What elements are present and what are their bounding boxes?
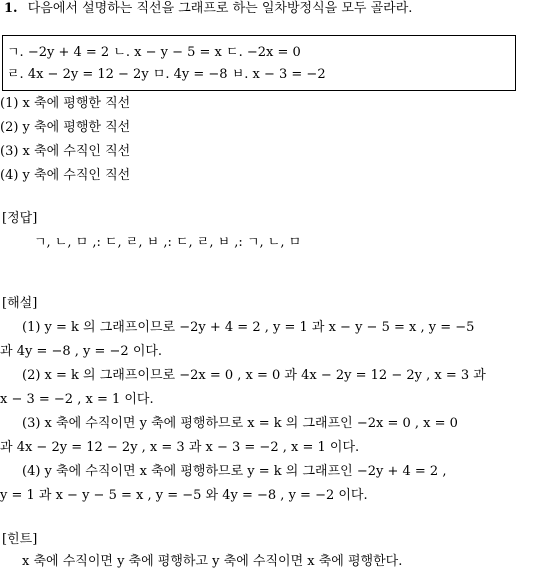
answer-text: ㄱ, ㄴ, ㅁ ,: ㄷ, ㄹ, ㅂ ,: ㄷ, ㄹ, ㅂ ,: ㄱ, ㄴ, ㅁ	[34, 235, 302, 250]
choices-row-1: ㄱ. −2y + 4 = 2 ㄴ. x − y − 5 = x ㄷ. −2x = 0	[7, 45, 301, 60]
question-number: 1.	[4, 1, 18, 16]
explanation-label: [해설]	[2, 296, 38, 311]
question-line	[4, 0, 412, 18]
choices-row-2: ㄹ. 4x − 2y = 12 − 2y ㅁ. 4y = −8 ㅂ. x − 3 = −2	[7, 67, 326, 82]
choices-box	[2, 35, 516, 91]
sub-question-4: (4) y 축에 수직인 직선	[0, 168, 131, 183]
explanation-line: (4) y 축에 수직이면 x 축에 평행하므로 y = k 의 그래프인 −2y + 4 = 2 ,	[22, 464, 447, 479]
explanation-line: (3) x 축에 수직이면 y 축에 평행하므로 x = k 의 그래프인 −2x = 0 , x = 0	[22, 416, 458, 431]
question-text: 다음에서 설명하는 직선을 그래프로 하는 일차방정식을 모두 골라라.	[27, 1, 413, 16]
hint-label: [힌트]	[2, 532, 38, 547]
explanation-line: 과 4x − 2y = 12 − 2y , x = 3 과 x − 3 = −2 , x = 1 이다.	[0, 440, 360, 455]
explanation-line: 과 4y = −8 , y = −2 이다.	[0, 344, 163, 359]
explanation-line: (1) y = k 의 그래프이므로 −2y + 4 = 2 , y = 1 과 x − y − 5 = x , y = −5	[22, 320, 475, 335]
explanation-line: (2) x = k 의 그래프이므로 −2x = 0 , x = 0 과 4x − 2y = 12 − 2y , x = 3 과	[22, 368, 486, 383]
explanation-line: y = 1 과 x − y − 5 = x , y = −5 와 4y = −8 , y = −2 이다.	[0, 488, 368, 503]
sub-question-1: (1) x 축에 평행한 직선	[0, 96, 131, 111]
sub-question-3: (3) x 축에 수직인 직선	[0, 144, 131, 159]
hint-text: x 축에 수직이면 y 축에 평행하고 y 축에 수직이면 x 축에 평행한다.	[22, 554, 403, 569]
explanation-line: x − 3 = −2 , x = 1 이다.	[0, 392, 154, 407]
answer-label: [정답]	[2, 211, 38, 226]
sub-question-2: (2) y 축에 평행한 직선	[0, 120, 131, 135]
